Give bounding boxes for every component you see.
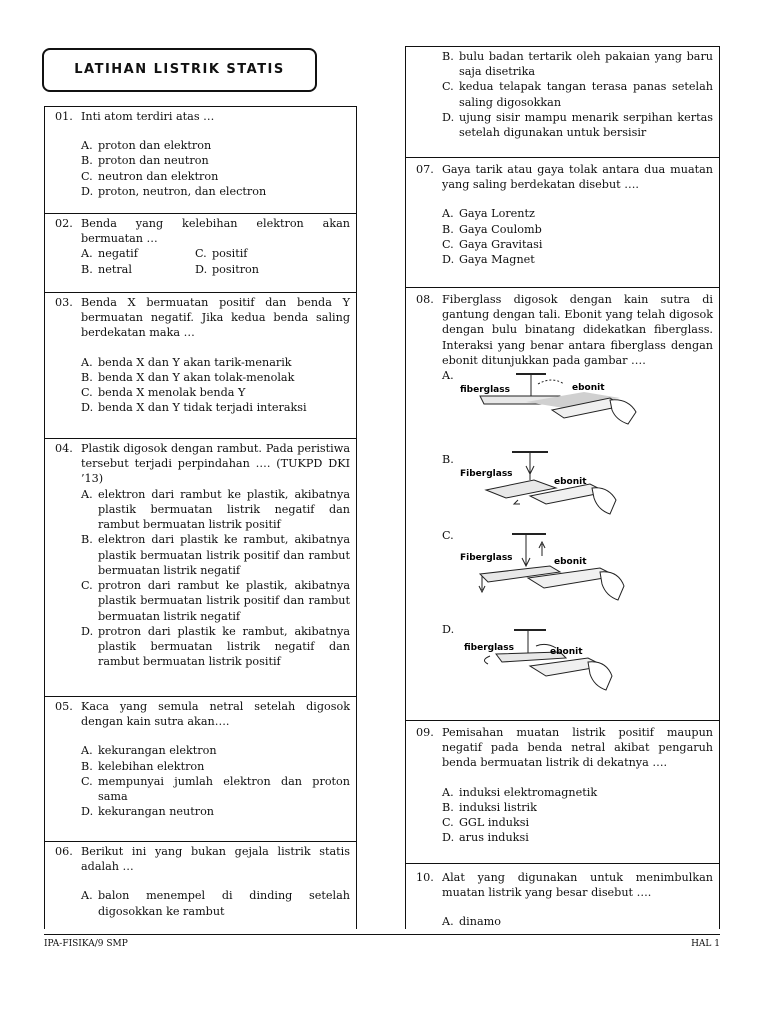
svg-text:fiberglass: fiberglass — [460, 385, 510, 396]
footer-page-number: HAL 1 — [691, 939, 720, 949]
question-text: Gaya tarik atau gaya tolak antara dua muatan yang saling berdekatan disebut …. — [442, 163, 713, 192]
option-b[interactable]: B. kelebihan elektron — [81, 759, 205, 773]
svg-text:ebonit: ebonit — [550, 647, 583, 658]
left-column — [44, 106, 357, 929]
option-b[interactable]: B. bulu badan tertarik oleh pakaian yang baru saja disetrika — [442, 50, 713, 79]
question-number: 08. — [416, 293, 434, 306]
option-b[interactable]: B. elektron dari plastik ke rambut, akibatnya plastik bermuatan listrik positif dan rambut bermuatan listrik negatif — [81, 533, 350, 577]
question-07 — [406, 158, 719, 288]
question-text: Kaca yang semula netral setelah digosok dengan kain sutra akan…. — [81, 700, 350, 729]
figure-c — [460, 530, 650, 622]
question-06 — [45, 842, 356, 930]
question-05 — [45, 697, 356, 842]
option-a[interactable]: A. kekurangan elektron — [81, 744, 217, 758]
option-c[interactable]: C. Gaya Gravitasi — [442, 237, 543, 251]
option-c[interactable]: C. protron dari rambut ke plastik, akibatnya plastik bermuatan listrik positif dan rambut bermuatan listrik negatif — [81, 579, 350, 623]
svg-text:Fiberglass: Fiberglass — [460, 469, 513, 480]
question-number: 01. — [55, 110, 73, 123]
option-b[interactable]: B. Fiberglass ebonit — [442, 446, 713, 528]
question-01 — [45, 107, 356, 214]
question-number: 05. — [55, 700, 73, 713]
option-c[interactable]: C. positif — [195, 247, 248, 261]
option-d[interactable]: D. Gaya Magnet — [442, 253, 535, 267]
svg-text:ebonit: ebonit — [554, 557, 587, 568]
option-a[interactable]: A. balon menempel di dinding setelah digosokkan ke rambut — [81, 889, 350, 918]
svg-text:ebonit: ebonit — [572, 383, 605, 394]
option-a[interactable]: A. proton dan elektron — [81, 139, 212, 153]
option-c[interactable]: C. kedua telapak tangan terasa panas setelah saling digosokkan — [442, 80, 713, 109]
right-column — [405, 46, 720, 929]
question-number: 04. — [55, 442, 73, 455]
question-09 — [406, 721, 719, 864]
option-d[interactable]: D. kekurangan neutron — [81, 805, 215, 819]
question-text: Benda X bermuatan positif dan benda Y bermuatan negatif. Jika kedua benda saling berdekatan maka … — [81, 296, 350, 340]
question-number: 02. — [55, 217, 73, 230]
question-number: 03. — [55, 296, 73, 309]
figure-d — [460, 624, 650, 721]
svg-text:ebonit: ebonit — [554, 477, 587, 488]
question-text: Plastik digosok dengan rambut. Pada peristiwa tersebut terjadi perpindahan …. (TUKPD DKI ’13) — [81, 442, 350, 486]
option-b[interactable]: B. induksi listrik — [442, 800, 537, 814]
option-d[interactable]: D. fiberglass ebonit — [442, 622, 713, 721]
option-c[interactable]: C. benda X menolak benda Y — [81, 386, 246, 400]
question-text: Alat yang digunakan untuk menimbulkan muatan listrik yang besar disebut …. — [442, 871, 713, 900]
question-04 — [45, 439, 356, 697]
option-a[interactable]: A. induksi elektromagnetik — [442, 785, 598, 799]
option-b[interactable]: B. Gaya Coulomb — [442, 222, 542, 236]
svg-text:Fiberglass: Fiberglass — [460, 553, 513, 564]
question-text: Inti atom terdiri atas … — [81, 110, 215, 123]
option-a[interactable]: A. dinamo — [442, 915, 501, 928]
question-08 — [406, 288, 719, 721]
option-c[interactable]: C. GGL induksi — [442, 816, 530, 830]
footer-left: IPA-FISIKA/9 SMP — [44, 939, 128, 949]
option-c[interactable]: C. Fiberglass ebonit — [442, 528, 713, 622]
question-number: 07. — [416, 163, 434, 176]
option-d[interactable]: D. benda X dan Y tidak terjadi interaksi — [81, 401, 307, 415]
figure-b — [460, 446, 650, 528]
option-a[interactable]: A. fiberglass ebonit — [442, 368, 713, 446]
question-02 — [45, 214, 356, 293]
question-text: Pemisahan muatan listrik positif maupun negatif pada benda netral akibat pengaruh benda bermuatan listrik di dekatnya …. — [442, 726, 713, 770]
question-10 — [406, 864, 719, 928]
question-number: 09. — [416, 726, 434, 739]
option-d[interactable]: D. arus induksi — [442, 831, 529, 845]
option-d[interactable]: D. positron — [195, 262, 260, 276]
question-03 — [45, 293, 356, 439]
question-number: 10. — [416, 871, 434, 884]
option-b[interactable]: B. proton dan neutron — [81, 154, 209, 168]
option-c[interactable]: C. neutron dan elektron — [81, 169, 219, 183]
option-d[interactable]: D. protron dari plastik ke rambut, akibatnya plastik bermuatan listrik negatif dan rambut bermuatan listrik positif — [81, 624, 350, 669]
question-06-continued — [406, 47, 719, 158]
option-c[interactable]: C. mempunyai jumlah elektron dan proton sama — [81, 774, 350, 804]
question-text: Berikut ini yang bukan gejala listrik statis adalah … — [81, 845, 350, 874]
footer-divider — [44, 934, 720, 935]
option-b[interactable]: B. netral — [81, 262, 132, 276]
option-a[interactable]: A. benda X dan Y akan tarik-menarik — [81, 355, 292, 369]
option-a[interactable]: A. elektron dari rambut ke plastik, akibatnya plastik bermuatan listrik negatif dan rambut bermuatan listrik positif — [81, 487, 350, 532]
question-number: 06. — [55, 845, 73, 858]
figure-a — [460, 368, 650, 444]
page-title: LATIHAN LISTRIK STATIS — [42, 48, 317, 92]
option-b[interactable]: B. benda X dan Y akan tolak-menolak — [81, 370, 295, 384]
option-d[interactable]: D. proton, neutron, dan electron — [81, 184, 267, 198]
svg-text:fiberglass: fiberglass — [464, 643, 514, 654]
question-text: Benda yang kelebihan elektron akan bermuatan … — [81, 217, 350, 246]
option-d[interactable]: D. ujung sisir mampu menarik serpihan kertas setelah digunakan untuk bersisir — [442, 110, 713, 140]
option-a[interactable]: A. Gaya Lorentz — [442, 207, 535, 221]
question-text: Fiberglass digosok dengan kain sutra di gantung dengan tali. Ebonit yang telah digosok dengan bulu binatang didekatkan fiberglass. Interaksi yang benar antara fiberglass dengan ebonit ditunjukkan pada gambar …. — [442, 293, 713, 367]
option-a[interactable]: A. negatif — [81, 247, 138, 261]
